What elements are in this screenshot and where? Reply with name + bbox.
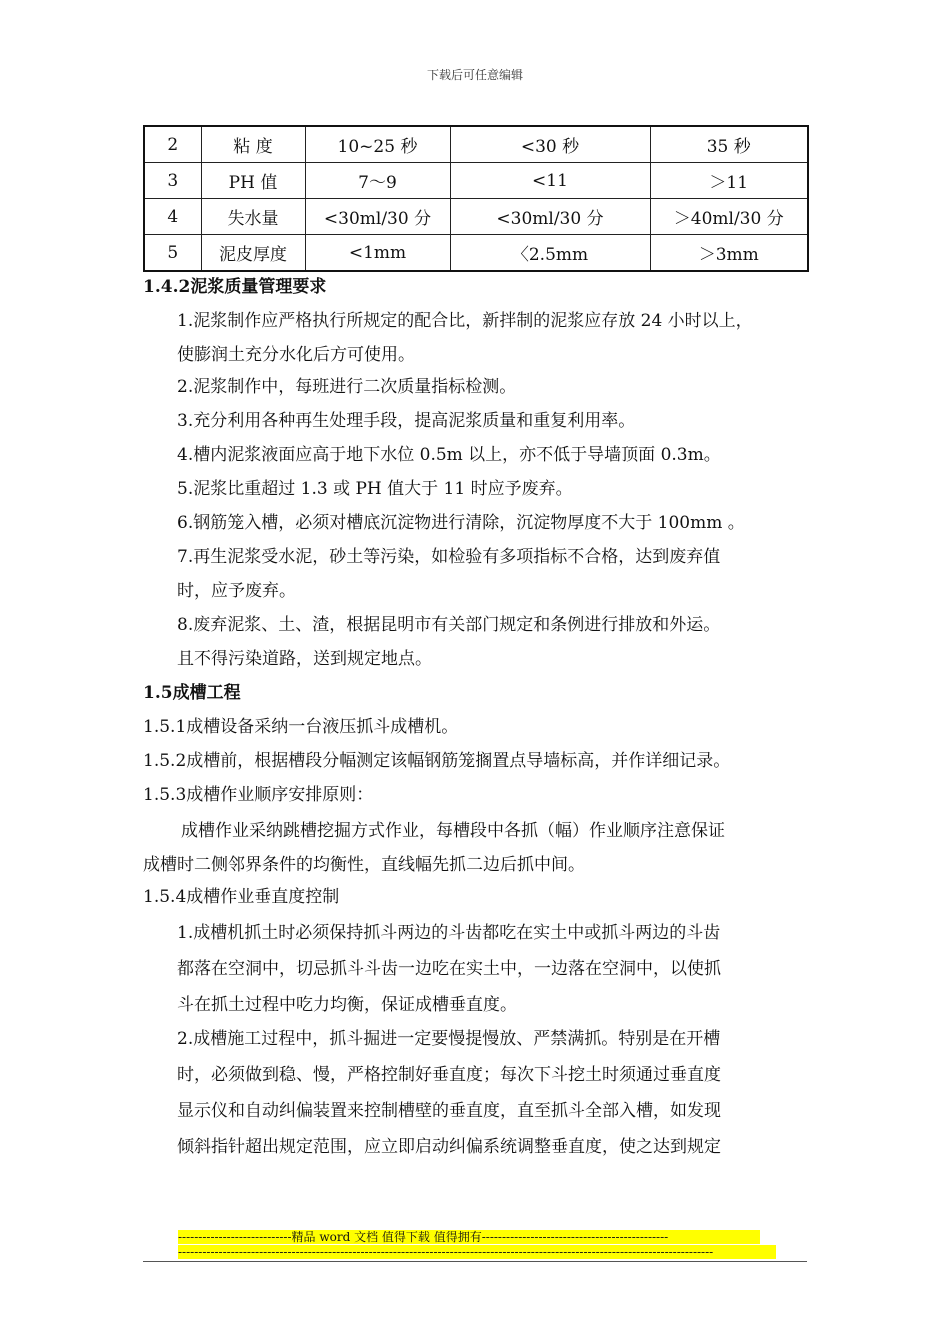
table-cell: <11 (450, 163, 650, 199)
paragraph-line: 成槽时二侧邻界条件的均衡性，直线幅先抓二边后抓中间。 (143, 855, 585, 875)
table-cell: ＞3mm (650, 235, 808, 272)
table-cell: <30 秒 (450, 126, 650, 163)
table-cell: ＞11 (650, 163, 808, 199)
paragraph-line: 5.泥浆比重超过 1.3 或 PH 值大于 11 时应予废弃。 (177, 479, 573, 499)
table-cell: ＞40ml/30 分 (650, 199, 808, 235)
table-cell: <1mm (305, 235, 450, 272)
table-row (144, 235, 808, 272)
table-cell: 粘 度 (201, 126, 305, 163)
table-cell: 10~25 秒 (305, 126, 450, 163)
paragraph-line: 使膨润土充分水化后方可使用。 (177, 345, 415, 365)
paragraph-line: 2.成槽施工过程中，抓斗掘进一定要慢提慢放、严禁满抓。特别是在开槽 (177, 1029, 721, 1049)
paragraph-line: 1.5.1成槽设备采纳一台液压抓斗成槽机。 (143, 717, 459, 737)
paragraph-line: 显示仪和自动纠偏装置来控制槽壁的垂直度，直至抓斗全部入槽，如发现 (177, 1101, 721, 1121)
paragraph-line: 1.泥浆制作应严格执行所规定的配合比，新拌制的泥浆应存放 24 小时以上， (177, 311, 753, 331)
document-body (143, 276, 823, 1157)
paragraph-line: 1.成槽机抓土时必须保持抓斗两边的斗齿都吃在实土中或抓斗两边的斗齿 (177, 923, 721, 943)
paragraph-line: 8.废弃泥浆、土、渣，根据昆明市有关部门规定和条例进行排放和外运。 (177, 615, 721, 635)
table-cell: 35 秒 (650, 126, 808, 163)
footer-dashes: ------------------------------------------------------------------------------------------------------------------------------------ (178, 1245, 776, 1259)
table-cell: 5 (144, 235, 201, 272)
table-cell: 7～9 (305, 163, 450, 199)
paragraph-line: 斗在抓土过程中吃力均衡，保证成槽垂直度。 (177, 995, 517, 1015)
table-cell: 〈2.5mm (450, 235, 650, 272)
section-heading: 1.4.2泥浆质量管理要求 (143, 277, 327, 297)
paragraph-line: 都落在空洞中，切忌抓斗斗齿一边吃在实土中，一边落在空洞中，以使抓 (177, 959, 721, 979)
paragraph-line: 6.钢筋笼入槽，必须对槽底沉淀物进行清除，沉淀物厚度不大于 100mm 。 (177, 513, 745, 533)
paragraph-line: 时，必须做到稳、慢，严格控制好垂直度；每次下斗挖土时须通过垂直度 (177, 1065, 721, 1085)
paragraph-line: 1.5.2成槽前，根据槽段分幅测定该幅钢筋笼搁置点导墙标高，并作详细记录。 (143, 751, 731, 771)
footer-banner: ----------------------------精品 word 文档 值得下载 值得拥有---------------------------------------------- (178, 1230, 760, 1244)
table-cell: 泥皮厚度 (201, 235, 305, 272)
table-cell: <30ml/30 分 (305, 199, 450, 235)
paragraph-line: 4.槽内泥浆液面应高于地下水位 0.5m 以上，亦不低于导墙顶面 0.3m。 (177, 445, 721, 465)
paragraph-line: 7.再生泥浆受水泥，砂土等污染，如检验有多项指标不合格，达到废弃值 (177, 547, 721, 567)
paragraph-line: 且不得污染道路，送到规定地点。 (177, 649, 432, 669)
table-cell: 3 (144, 163, 201, 199)
table-cell: <30ml/30 分 (450, 199, 650, 235)
table-cell: 2 (144, 126, 201, 163)
paragraph-line: 1.5.3成槽作业顺序安排原则： (143, 785, 374, 805)
section-heading: 1.5成槽工程 (143, 683, 241, 703)
table-cell: 失水量 (201, 199, 305, 235)
paragraph-line: 3.充分利用各种再生处理手段，提高泥浆质量和重复利用率。 (177, 411, 636, 431)
paragraph-line: 倾斜指针超出规定范围，应立即启动纠偏系统调整垂直度，使之达到规定 (177, 1137, 721, 1157)
paragraph-line: 成槽作业采纳跳槽挖掘方式作业，每槽段中各抓（幅）作业顺序注意保证 (181, 821, 725, 841)
table-row (144, 199, 808, 235)
table-row (144, 126, 808, 163)
slurry-spec-table (143, 125, 809, 272)
table-row (144, 163, 808, 199)
paragraph-line: 2.泥浆制作中，每班进行二次质量指标检测。 (177, 377, 517, 397)
paragraph-line: 时，应予废弃。 (177, 581, 296, 601)
table-cell: PH 值 (201, 163, 305, 199)
footer-divider (143, 1261, 807, 1262)
table-cell: 4 (144, 199, 201, 235)
paragraph-line: 1.5.4成槽作业垂直度控制 (143, 887, 340, 907)
page-header: 下载后可任意编辑 (426, 68, 523, 82)
